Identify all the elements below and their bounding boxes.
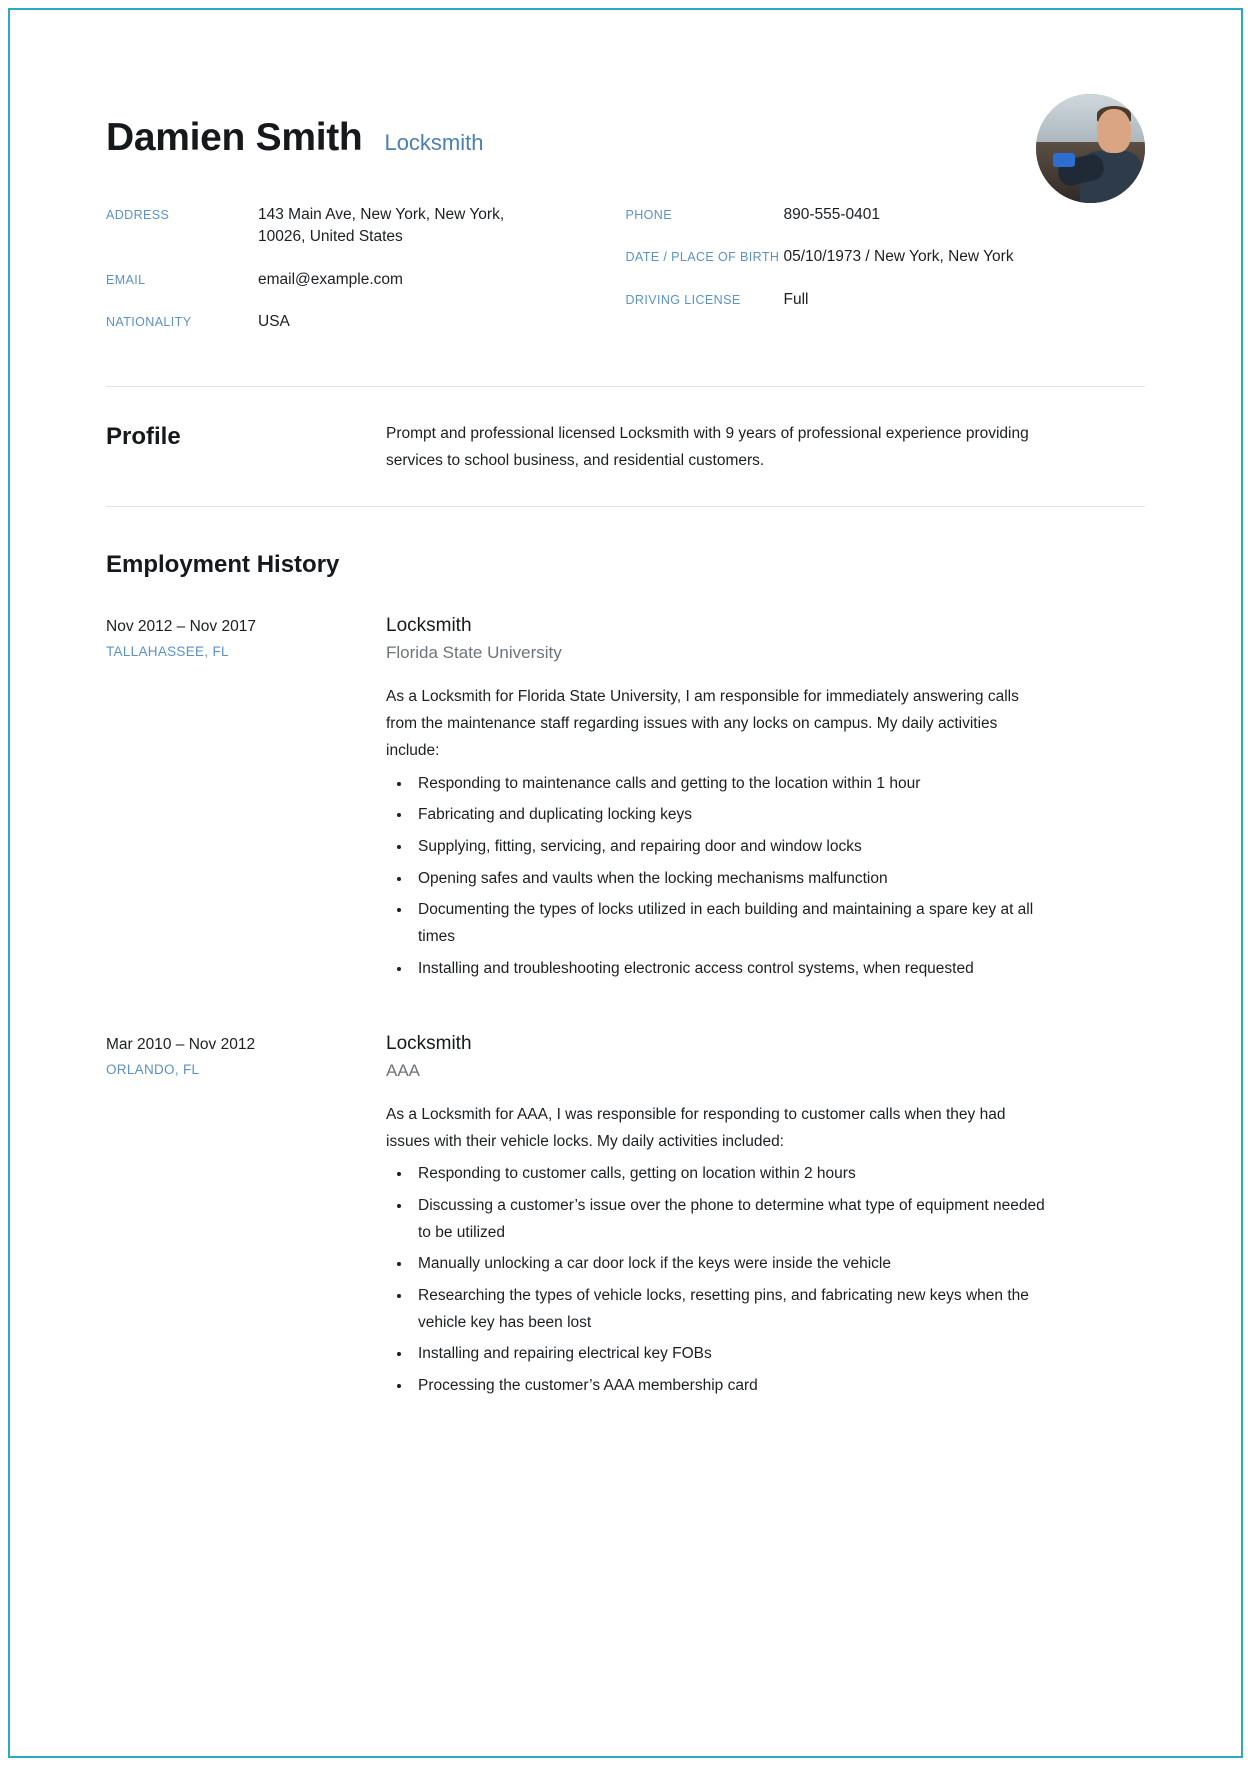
employment-meta: [106, 615, 386, 987]
candidate-job-title: Locksmith: [384, 130, 484, 155]
resume-header: [106, 10, 1145, 160]
list-item: • Responding to customer calls, getting on location within 2 hours: [412, 1161, 1046, 1188]
employment-role: Locksmith: [386, 615, 472, 637]
profile-wrap: [106, 421, 1145, 474]
list-item: • Processing the customer’s AAA membership card: [412, 1373, 1046, 1400]
profile-section: [106, 387, 1145, 474]
employment-meta: [106, 1033, 386, 1405]
employment-item: [106, 1033, 1145, 1405]
contact-row-email: [106, 269, 626, 291]
list-item: • Manually unlocking a car door lock if the keys were inside the vehicle: [412, 1251, 1046, 1278]
contact-value-email: email@example.com: [258, 270, 403, 288]
contact-value-address: 143 Main Ave, New York, New York, 10026, United States: [258, 206, 505, 246]
contact-row-birth: [626, 246, 1146, 268]
resume-sheet: [10, 10, 1241, 1756]
contact-value-birth: 05/10/1973 / New York, New York: [783, 248, 1014, 266]
list-item: • Researching the types of vehicle locks, resetting pins, and fabricating new keys when the vehicle key has been lost: [412, 1283, 1046, 1336]
contact-label-email: EMAIL: [106, 272, 146, 287]
profile-text: Prompt and professional licensed Locksmith with 9 years of professional experience providing services to school business, and residential customers.: [386, 424, 1029, 469]
contact-value-nationality: USA: [258, 313, 290, 331]
employment-item: [106, 615, 1145, 987]
list-item: • Supplying, fitting, servicing, and repairing door and window locks: [412, 834, 1046, 861]
contact-row-address: [106, 204, 626, 249]
employment-date: Nov 2012 – Nov 2017: [106, 618, 256, 636]
contact-row-driving-license: [626, 289, 1146, 311]
contact-details: [106, 204, 1145, 354]
employment-organization: Florida State University: [386, 643, 562, 663]
employment-organization: AAA: [386, 1061, 421, 1081]
contact-label-nationality: NATIONALITY: [106, 315, 192, 330]
employment-title: Employment History: [106, 551, 340, 579]
employment-role: Locksmith: [386, 1033, 472, 1055]
contact-row-phone: [626, 204, 1146, 226]
employment-location: TALLAHASSEE, FL: [106, 644, 229, 660]
candidate-name: Damien Smith: [106, 116, 363, 159]
employment-date: Mar 2010 – Nov 2012: [106, 1036, 256, 1054]
employment-section: [106, 507, 1145, 1404]
employment-description: As a Locksmith for Florida State University, I am responsible for immediately answering calls from the maintenance staff regarding issues with any locks on campus. My daily activities include:: [386, 688, 1019, 760]
list-item: • Installing and troubleshooting electronic access control systems, when requested: [412, 956, 1046, 983]
contact-label-birth: DATE / PLACE OF BIRTH: [625, 250, 780, 265]
profile-title: Profile: [106, 422, 181, 450]
employment-description: As a Locksmith for AAA, I was responsible for responding to customer calls when they had issues with their vehicle locks. My daily activities included:: [386, 1106, 1006, 1151]
employment-content: [386, 615, 1046, 987]
page-frame: [8, 8, 1243, 1758]
list-item: • Opening safes and vaults when the locking mechanisms malfunction: [412, 866, 1046, 893]
contact-label-phone: PHONE: [625, 208, 672, 222]
employment-location: ORLANDO, FL: [106, 1062, 200, 1078]
avatar-tool: [1053, 153, 1075, 167]
contact-label-address: ADDRESS: [106, 208, 170, 222]
avatar: [1036, 94, 1145, 203]
contact-column-left: [106, 204, 626, 354]
contact-value-phone: 890-555-0401: [783, 206, 881, 223]
employment-bullets: [386, 1161, 1046, 1399]
list-item: • Discussing a customer’s issue over the phone to determine what type of equipment needed to be utilized: [412, 1193, 1046, 1246]
list-item: • Fabricating and duplicating locking keys: [412, 802, 1046, 829]
name-row: [106, 116, 1145, 160]
contact-column-right: [626, 204, 1146, 354]
employment-content: [386, 1033, 1046, 1405]
avatar-face: [1097, 109, 1131, 153]
contact-value-driving-license: Full: [783, 290, 809, 308]
list-item: • Installing and repairing electrical key FOBs: [412, 1341, 1046, 1368]
list-item: • Responding to maintenance calls and getting to the location within 1 hour: [412, 771, 1046, 798]
contact-row-nationality: [106, 311, 626, 333]
employment-bullets: [386, 771, 1046, 983]
list-item: • Documenting the types of locks utilized in each building and maintaining a spare key at all times: [412, 897, 1046, 950]
contact-label-driving-license: DRIVING LICENSE: [625, 292, 741, 307]
